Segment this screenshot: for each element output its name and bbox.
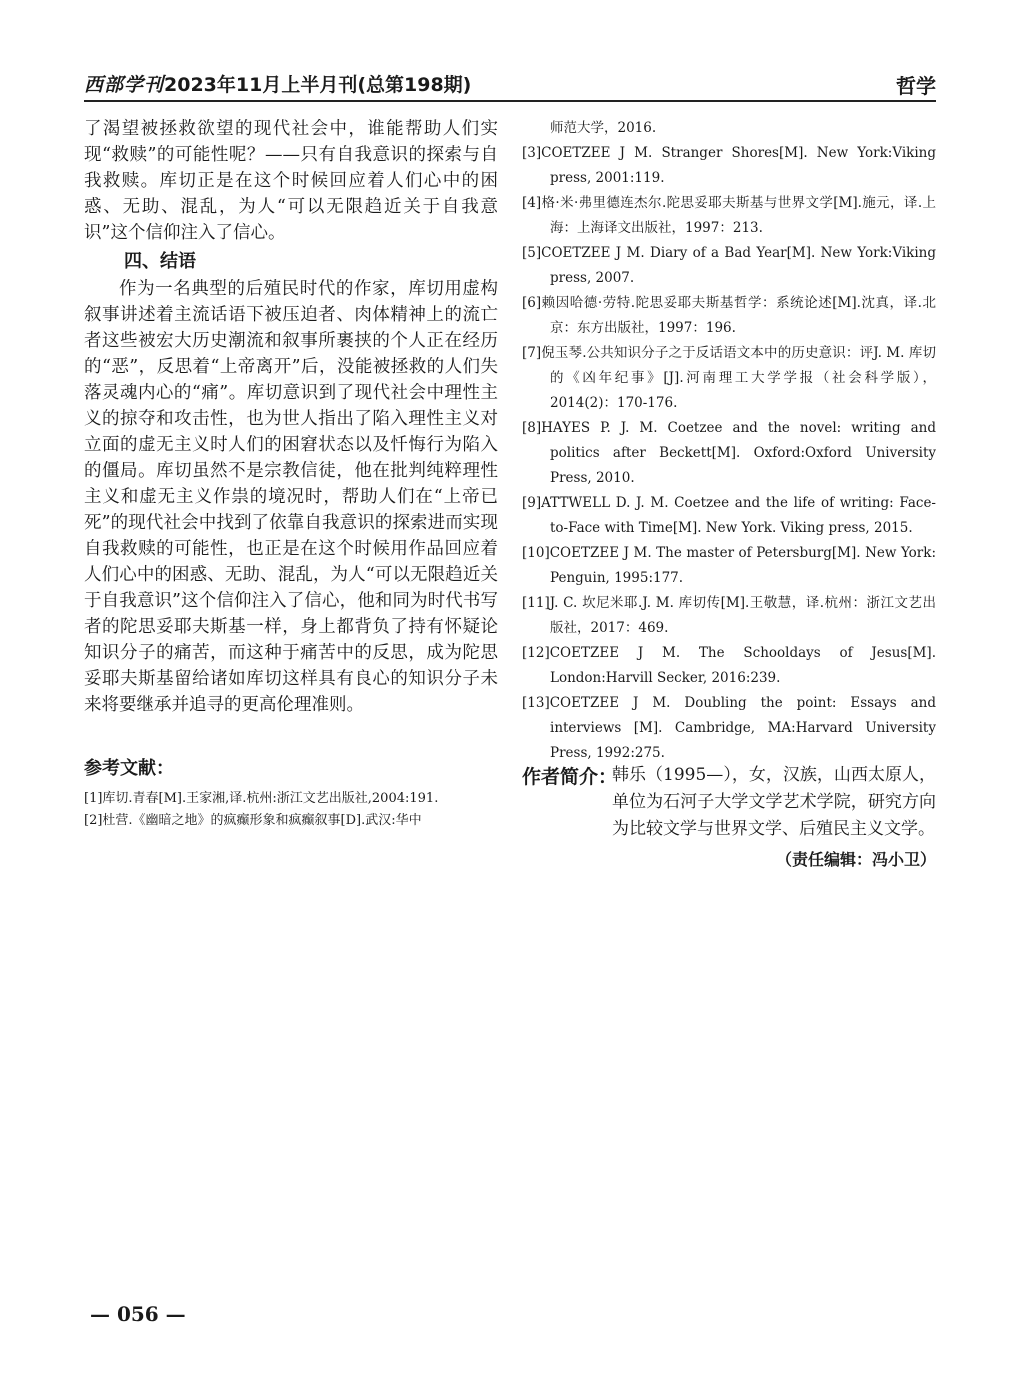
page-number: — 056 — bbox=[90, 1302, 186, 1326]
reference-item: [5]COETZEE J M. Diary of a Bad Year[M]. New York:Viking press, 2007. bbox=[522, 245, 936, 286]
section-heading-conclusion: 四、结语 bbox=[124, 251, 196, 272]
reference-item: [8]HAYES P. J. M. Coetzee and the novel: writing and politics after Beckett[M]. Oxford:Oxford University Press, 2010. bbox=[522, 420, 936, 486]
reference-item: [11]J. C. 坎尼米耶.J. M. 库切传[M].王敬慧，译.杭州：浙江文艺出版社，2017：469. bbox=[522, 595, 936, 636]
reference-item: [10]COETZEE J M. The master of Petersburg[M]. New York: Penguin, 1995:177. bbox=[522, 545, 936, 586]
section-label: 哲学 bbox=[896, 74, 936, 98]
author-bio: 韩乐（1995—），女，汉族，山西太原人，单位为石河子大学文学艺术学院，研究方向为比较文学与世界文学、后殖民主义文学。 bbox=[612, 765, 936, 839]
header-journal-info bbox=[84, 70, 471, 97]
reference-item: [3]COETZEE J M. Stranger Shores[M]. New York:Viking press, 2001:119. bbox=[522, 145, 936, 186]
right-column bbox=[522, 116, 936, 766]
reference-item: [2]杜营.《幽暗之地》的疯癫形象和疯癫叙事[D].武汉:华中 bbox=[84, 813, 422, 828]
reference-item: [13]COETZEE J M. Doubling the point: Essays and interviews [M]. Cambridge, MA:Harvard University Press, 1992:275. bbox=[522, 695, 936, 761]
body-paragraph-continued: 了渴望被拯救欲望的现代社会中，谁能帮助人们实现“救赎”的可能性呢？——只有自我意识的探索与自我救赎。库切正是在这个时候回应着人们心中的困惑、无助、混乱，为人“可以无限趋近关于自我意识”这个信仰注入了信心。 bbox=[84, 119, 498, 243]
running-header bbox=[84, 68, 936, 98]
issue-info: 2023年11月上半月刊(总第198期) bbox=[164, 74, 472, 96]
reference-item: [7]倪玉琴.公共知识分子之于反话语文本中的历史意识：评J. M. 库切的《凶年纪事》[J].河南理工大学学报（社会科学版），2014(2)：170-176. bbox=[522, 345, 936, 411]
author-label: 作者简介： bbox=[522, 766, 618, 788]
reference-item: [1]库切.青春[M].王家湘,译.杭州:浙江文艺出版社,2004:191. bbox=[84, 791, 439, 806]
reference-item-continued bbox=[522, 116, 936, 141]
reference-continued-text: 师范大学，2016. bbox=[550, 120, 657, 136]
body-paragraph-conclusion: 作为一名典型的后殖民时代的作家，库切用虚构叙事讲述着主流话语下被压迫者、肉体精神上的流亡者这些被宏大历史潮流和叙事所裹挟的个人正在经历的“恶”，反思着“上帝离开”后，没能被拯救的人们失落灵魂内心的“痛”。库切意识到了现代社会中理性主义的掠夺和攻击性，也为世人指出了陷入理性主义对立面的虚无主义时人们的困窘状态以及忏悔行为陷入的僵局。库切虽然不是宗教信徒，他在批判纯粹理性主义和虚无主义作祟的境况时，帮助人们在“上帝已死”的现代社会中找到了依靠自我意识的探索进而实现自我救赎的可能性，也正是在这个时候用作品回应着人们心中的困惑、无助、混乱，为人“可以无限趋近关于自我意识”这个信仰注入了信心，他和同为时代书写者的陀思妥耶夫斯基一样，身上都背负了持有怀疑论知识分子的痛苦，而这种于痛苦中的反思，成为陀思妥耶夫斯基留给诸如库切这样具有良心的知识分子未来将要继承并追寻的更高伦理准则。 bbox=[84, 279, 498, 715]
journal-logo: 西部学刊 bbox=[84, 74, 165, 96]
reference-item: [12]COETZEE J M. The Schooldays of Jesus[M]. London:Harvill Secker, 2016:239. bbox=[522, 645, 936, 686]
left-column bbox=[84, 116, 498, 832]
reference-item: [4]格·米·弗里德连杰尔.陀思妥耶夫斯基与世界文学[M].施元，译.上海：上海译文出版社，1997：213. bbox=[522, 195, 936, 236]
reference-item: [6]赖因哈德·劳特.陀思妥耶夫斯基哲学：系统论述[M].沈真，译.北京：东方出版社，1997：196. bbox=[522, 295, 936, 336]
header-divider bbox=[84, 100, 936, 102]
references-title: 参考文献： bbox=[84, 758, 174, 779]
reference-item: [9]ATTWELL D. J. M. Coetzee and the life of writing: Face-to-Face with Time[M]. New York. Viking press, 2015. bbox=[522, 495, 936, 536]
reference-list-left bbox=[84, 788, 498, 832]
responsible-editor: （责任编辑：冯小卫） bbox=[775, 850, 936, 869]
